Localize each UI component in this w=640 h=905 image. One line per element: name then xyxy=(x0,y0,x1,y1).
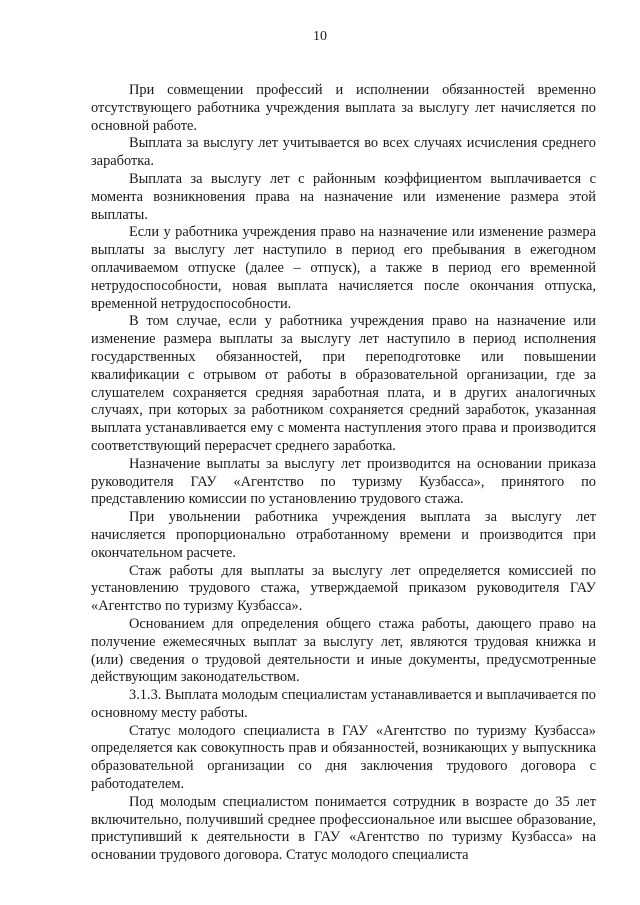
paragraph-young-specialists-section: 3.1.3. Выплата молодым специалистам устанавливается и выплачивается по основному месту работы. xyxy=(91,687,596,721)
document-body xyxy=(91,82,596,865)
paragraph-vacation-sick-leave: Если у работника учреждения право на назначение или изменение размера выплаты за выслугу лет наступило в период его пребывания в ежегодном оплачиваемом отпуске (далее – отпуск), а также в период его временной нетрудоспособности, новая выплата начисляется после окончания отпуска, временной нетрудоспособности. xyxy=(91,224,596,312)
paragraph-seniority-commission: Стаж работы для выплаты за выслугу лет определяется комиссией по установлению трудового стажа, утверждаемой приказом руководителя ГАУ «Агентство по туризму Кузбасса». xyxy=(91,562,596,615)
paragraph-average-earnings: Выплата за выслугу лет учитывается во всех случаях исчисления среднего заработка. xyxy=(91,135,596,170)
paragraph-young-specialist-status: Статус молодого специалиста в ГАУ «Агентство по туризму Кузбасса» определяется как совокупность прав и обязанностей, возникающих у выпускника образовательной организации со дня заключения трудового договора с работодателем. xyxy=(91,722,596,793)
page-number: 10 xyxy=(313,29,327,44)
paragraph-assignment-order: Назначение выплаты за выслугу лет производится на основании приказа руководителя ГАУ «Агентство по туризму Кузбасса», принятого по представлению комиссии по установлению трудового стажа. xyxy=(91,455,596,508)
paragraph-combined-duties: При совмещении профессий и исполнении обязанностей временно отсутствующего работника учреждения выплата за выслугу лет начисляется по основной работе. xyxy=(91,82,596,134)
paragraph-regional-coefficient: Выплата за выслугу лет с районным коэффициентом выплачивается с момента возникновения права на назначение или изменение размера этой выплаты. xyxy=(91,170,596,223)
paragraph-state-duties: В том случае, если у работника учреждения право на назначение или изменение размера выплаты за выслугу лет наступило в период исполнения государственных обязанностей, при переподготовке или повышении квалификации с отрывом от работы в образовательной организации, где за слушателем сохраняется средняя заработная плата, и в других аналогичных случаях, при которых за работником сохраняется средний заработок, указанная выплата устанавливается ему с момента наступления этого права и производится соответствующий перерасчет среднего заработка. xyxy=(91,313,596,454)
paragraph-dismissal: При увольнении работника учреждения выплата за выслугу лет начисляется пропорционально отработанному времени и производится при окончательном расчете. xyxy=(91,509,596,561)
paragraph-documents-basis: Основанием для определения общего стажа работы, дающего право на получение ежемесячных выплат за выслугу лет, являются трудовая книжка и (или) сведения о трудовой деятельности и иные документы, предусмотренные действующим законодательством. xyxy=(91,615,596,686)
paragraph-young-specialist-definition: Под молодым специалистом понимается сотрудник в возрасте до 35 лет включительно, получивший среднее профессиональное или высшее образование, приступивший к деятельности в ГАУ «Агентство по туризму Кузбасса» на основании трудового договора. Статус молодого специалиста xyxy=(91,793,596,864)
